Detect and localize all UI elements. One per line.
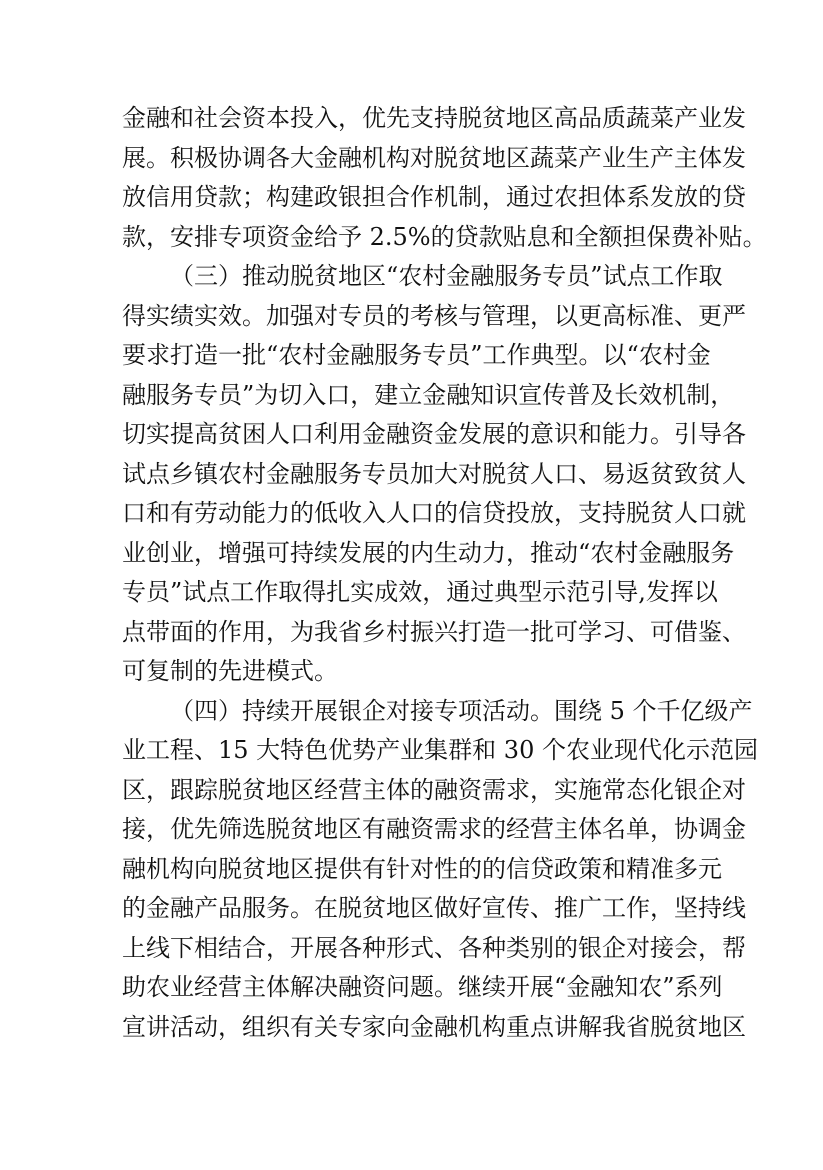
section-heading-3: （三）推动脱贫地区“农村金融服务专员”试点工作取 <box>170 262 723 290</box>
text-line: 融机构向脱贫地区提供有针对性的的信贷政策和精准多元 <box>122 854 722 883</box>
paragraph-1 <box>122 99 767 257</box>
text-line: 的金融产品服务。在脱贫地区做好宣传、推广工作，坚持线 <box>122 894 746 922</box>
text-line: 款，安排专项资金给予 2.5%的贷款贴息和全额担保费补贴。 <box>122 222 767 251</box>
text-line: 业工程、15 大特色优势产业集群和 30 个农业现代化示范园 <box>122 736 758 764</box>
text-line: 上线下相结合，开展各种形式、各种类别的银企对接会，帮 <box>122 933 746 962</box>
text-line: 业创业，增强可持续发展的内生动力，推动“农村金融服务 <box>122 538 735 567</box>
text-line: 助农业经营主体解决融资问题。继续开展“金融知农”系列 <box>122 973 723 1001</box>
text-line: 要求打造一批“农村金融服务专员”工作典型。以“农村金 <box>122 341 711 369</box>
text-line: 融服务专员”为切入口，建立金融知识宣传普及长效机制， <box>122 380 735 409</box>
text-line: 专员”试点工作取得扎实成效，通过典型示范引导,发挥以 <box>122 578 718 606</box>
paragraph-section-4 <box>122 692 758 1048</box>
text-line: 可复制的先进模式。 <box>122 657 338 685</box>
text-line: 得实绩实效。加强对专员的考核与管理，以更高标准、更严 <box>122 301 746 330</box>
section-heading-4-tail: 围绕 5 个千亿级产 <box>554 696 753 725</box>
text-line: 接，优先筛选脱贫地区有融资需求的经营主体名单，协调金 <box>122 815 746 843</box>
text-line: 放信用贷款；构建政银担合作机制，通过农担体系发放的贷 <box>122 183 746 211</box>
section-heading-4: （四）持续开展银企对接专项活动。 <box>170 696 554 725</box>
text-line: 金融和社会资本投入，优先支持脱贫地区高品质蔬菜产业发 <box>122 104 746 132</box>
paragraph-section-3 <box>122 257 746 692</box>
text-line: 点带面的作用，为我省乡村振兴打造一批可学习、可借鉴、 <box>122 617 746 646</box>
text-line: 切实提高贫困人口利用金融资金发展的意识和能力。引导各 <box>122 420 746 448</box>
text-line: 试点乡镇农村金融服务专员加大对脱贫人口、易返贫致贫人 <box>122 459 746 488</box>
text-line: 口和有劳动能力的低收入人口的信贷投放，支持脱贫人口就 <box>122 499 746 527</box>
section-heading-4-line <box>122 692 753 732</box>
document-body <box>122 99 767 1047</box>
text-line: 宣讲活动，组织有关专家向金融机构重点讲解我省脱贫地区 <box>122 1012 746 1041</box>
text-line: 展。积极协调各大金融机构对脱贫地区蔬菜产业生产主体发 <box>122 143 746 172</box>
text-line: 区，跟踪脱贫地区经营主体的融资需求，实施常态化银企对 <box>122 775 746 804</box>
